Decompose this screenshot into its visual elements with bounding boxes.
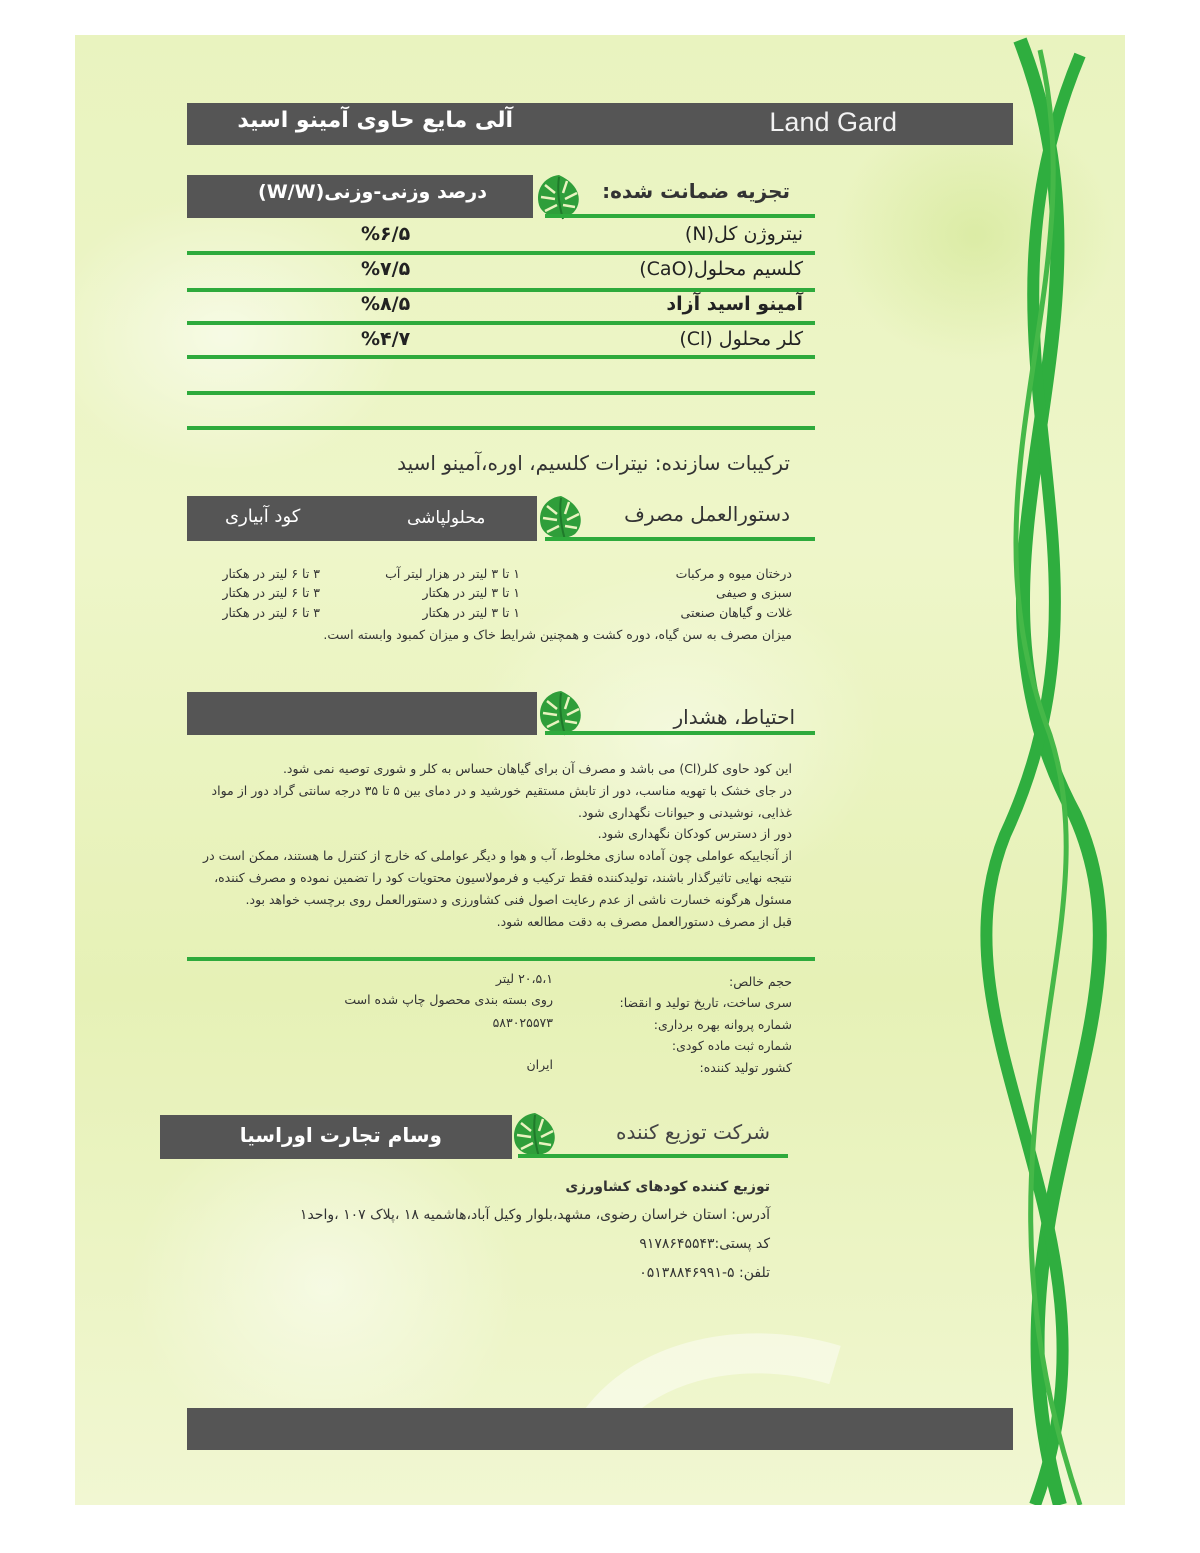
spec-label: شماره پروانه بهره برداری: (653, 1017, 792, 1032)
divider (187, 957, 815, 961)
usage-spray: ۱ تا ۳ لیتر در هکتار (422, 605, 520, 620)
distributor-phone: تلفن: ۵-۰۵۱۳۸۸۴۶۹۹۱ (639, 1265, 770, 1281)
divider (518, 1154, 788, 1158)
spec-value: ۲۰،۵،۱ لیتر (495, 971, 553, 986)
divider (545, 214, 815, 218)
usage-note: میزان مصرف به سن گیاه، دوره کشت و همچنین شرایط خاک و میزان کمبود وابسته است. (323, 627, 792, 642)
spec-label: حجم خالص: (729, 974, 792, 989)
analysis-row-name: نیتروژن کل(N) (684, 223, 803, 245)
usage-crop: سبزی و صیفی (715, 585, 792, 600)
header-bar (187, 103, 1013, 145)
usage-col-fertigation: کود آبیاری (225, 506, 301, 527)
distributor-title: شرکت توزیع کننده (615, 1120, 770, 1144)
analysis-row-name: کلسیم محلول(CaO) (639, 258, 803, 280)
warning-line: در جای خشک با تهویه مناسب، دور از تابش مستقیم خورشید و در دمای بین ۵ تا ۳۵ درجه سانتی گراد دور از مواد (211, 782, 792, 798)
distributor-line: توزیع کننده کودهای کشاورزی (565, 1179, 770, 1195)
warning-line: غذایی، نوشیدنی و حیوانات نگهداری شود. (577, 804, 792, 820)
usage-title: دستورالعمل مصرف (624, 502, 790, 526)
warning-title: احتیاط، هشدار (673, 705, 795, 729)
divider (187, 355, 815, 359)
warning-text (172, 758, 792, 932)
spec-value: ۵۸۳۰۲۵۵۷۳ (492, 1015, 553, 1030)
divider (187, 321, 815, 325)
divider (187, 251, 815, 255)
distributor-address: آدرس: استان خراسان رضوی، مشهد،بلوار وکیل آباد،هاشمیه ۱۸ ،پلاک ۱۰۷ ،واحد۱ (299, 1207, 770, 1223)
label-sheet (75, 35, 1125, 1505)
analysis-unit-header: درصد وزنی-وزنی(W/W) (258, 181, 487, 203)
usage-spray: ۱ تا ۳ لیتر در هزار لیتر آب (385, 566, 520, 581)
usage-crop: غلات و گیاهان صنعتی (680, 605, 792, 620)
warning-header-bar (187, 692, 537, 735)
spec-label: سری ساخت، تاریخ تولید و انقضا: (619, 995, 792, 1010)
analysis-row-value: %۸/۵ (361, 293, 411, 315)
divider (187, 426, 815, 430)
usage-crop: درختان میوه و مرکبات (675, 566, 792, 581)
divider (545, 537, 815, 541)
usage-fert: ۳ تا ۶ لیتر در هکتار (222, 566, 320, 581)
distributor-bar (160, 1115, 512, 1159)
spec-label: کشور تولید کننده: (699, 1060, 792, 1075)
warning-line: قبل از مصرف دستورالعمل مصرف به دقت مطالعه شود. (496, 913, 792, 929)
warning-line: این کود حاوی کلر(Cl) می باشد و مصرف آن برای گیاهان حساس به کلر و شوری توصیه نمی شود. (282, 761, 792, 776)
analysis-unit-bar (187, 175, 533, 218)
product-name: آلی مایع حاوی آمینو اسید (237, 108, 513, 133)
warning-line: از آنجاییکه عواملی چون آماده سازی مخلوط، آب و هوا و دیگر عواملی که خارج از کنترل ما هستند، ممکن است در (203, 848, 792, 864)
footer-bar (187, 1408, 1013, 1450)
analysis-row-name: آمینو اسید آزاد (666, 293, 803, 315)
distributor-postal-code: کد پستی:۹۱۷۸۶۴۵۵۴۳ (639, 1236, 770, 1252)
analysis-row-value: %۴/۷ (361, 328, 411, 350)
warning-line: نتیجه نهایی تاثیرگذار باشند، تولیدکننده فقط ترکیب و فرمولاسیون محتویات کود را تضمین نموده و مصرف کننده، (214, 869, 792, 885)
warning-line: مسئول هرگونه خسارت ناشی از عدم رعایت اصول فنی کشاورزی و دستورالعمل روی برچسب خواهد بود. (245, 891, 792, 907)
spec-value: روی بسته بندی محصول چاپ شده است (344, 992, 553, 1007)
divider (187, 391, 815, 395)
analysis-row-value: %۷/۵ (361, 258, 411, 280)
usage-spray: ۱ تا ۳ لیتر در هکتار (422, 585, 520, 600)
warning-line: دور از دسترس کودکان نگهداری شود. (597, 826, 792, 842)
usage-fert: ۳ تا ۶ لیتر در هکتار (222, 585, 320, 600)
usage-col-spray: محلولپاشی (407, 508, 486, 528)
divider (545, 731, 815, 735)
distributor-name: وسام تجارت اوراسیا (239, 1123, 442, 1147)
analysis-row-value: %۶/۵ (361, 223, 411, 245)
analysis-title: تجزیه ضمانت شده: (602, 179, 790, 203)
ingredients-text: ترکیبات سازنده: نیترات کلسیم، اوره،آمینو اسید (397, 451, 790, 475)
usage-fert: ۳ تا ۶ لیتر در هکتار (222, 605, 320, 620)
brand-name: Land Gard (769, 107, 897, 137)
usage-header-bar (187, 496, 537, 541)
spec-label: شماره ثبت ماده کودی: (671, 1038, 792, 1053)
analysis-row-name: کلر محلول (Cl) (679, 328, 803, 350)
divider (187, 288, 815, 292)
spec-value: ایران (526, 1057, 553, 1072)
